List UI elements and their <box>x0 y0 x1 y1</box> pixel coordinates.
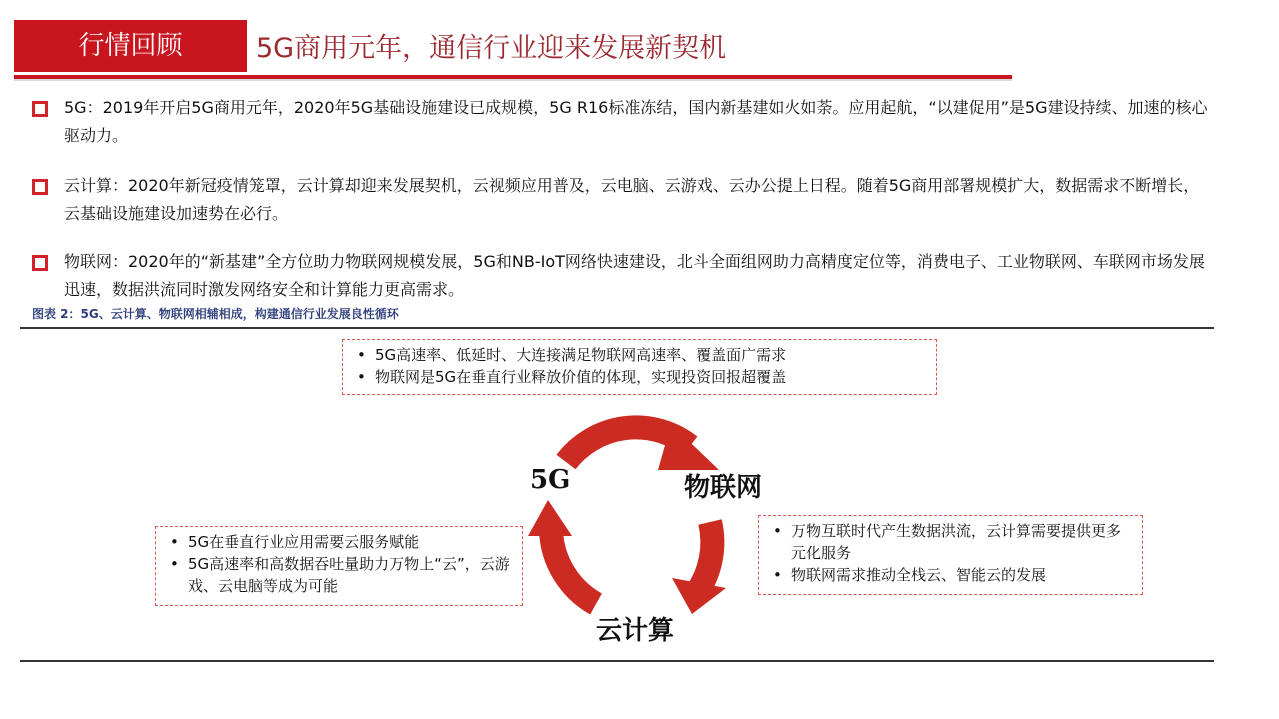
node-cloud: 云计算 <box>596 616 675 646</box>
figure-caption: 图表 2：5G、云计算、物联网相辅相成，构建通信行业发展良性循环 <box>32 307 399 321</box>
callout-item: • 物联网需求推动全栈云、智能云的发展 <box>771 564 1132 586</box>
bullet-text: 5G：2019年开启5G商用元年，2020年5G基础设施建设已成规模，5G R16标准冻结，国内新基建如火如荼。应用起航，“以建促用”是5G建设持续、加速的核心驱动力。 <box>64 98 1208 145</box>
node-iot: 物联网 <box>684 473 763 503</box>
callout-item: • 5G高速率和高数据吞吐量助力万物上“云”，云游戏、云电脑等成为可能 <box>168 553 512 597</box>
callout-item: • 物联网是5G在垂直行业释放价值的体现，实现投资回报超覆盖 <box>355 366 926 388</box>
arrow-cloud-to-5g <box>528 500 596 604</box>
section-tag: 行情回顾 <box>14 20 247 72</box>
callout-item: • 万物互联时代产生数据洪流，云计算需要提供更多元化服务 <box>771 520 1132 564</box>
callout-5g-iot <box>342 339 937 395</box>
bullet-text: 云计算：2020年新冠疫情笼罩，云计算却迎来发展契机，云视频应用普及，云电脑、云游戏、云办公提上日程。随着5G商用部署规模扩大，数据需求不断增长，云基础设施建设加速势在必行。 <box>64 176 1200 223</box>
bullet-text: 物联网：2020年的“新基建”全方位助力物联网规模发展，5G和NB-IoT网络快速建设，北斗全面组网助力高精度定位等，消费电子、工业物联网、车联网市场发展迅速，数据洪流同时激发网络安全和计算能力更高需求。 <box>64 252 1205 299</box>
callout-iot-cloud <box>758 515 1143 595</box>
node-5g: 5G <box>530 465 571 495</box>
callout-item: • 5G高速率、低延时、大连接满足物联网高速率、覆盖面广需求 <box>355 344 926 366</box>
slide-title: 5G商用元年，通信行业迎来发展新契机 <box>256 33 727 64</box>
arrow-5g-to-iot <box>566 424 719 470</box>
arrow-iot-to-cloud <box>672 522 726 614</box>
callout-item: • 5G在垂直行业应用需要云服务赋能 <box>168 531 512 553</box>
callout-5g-cloud <box>155 526 523 606</box>
